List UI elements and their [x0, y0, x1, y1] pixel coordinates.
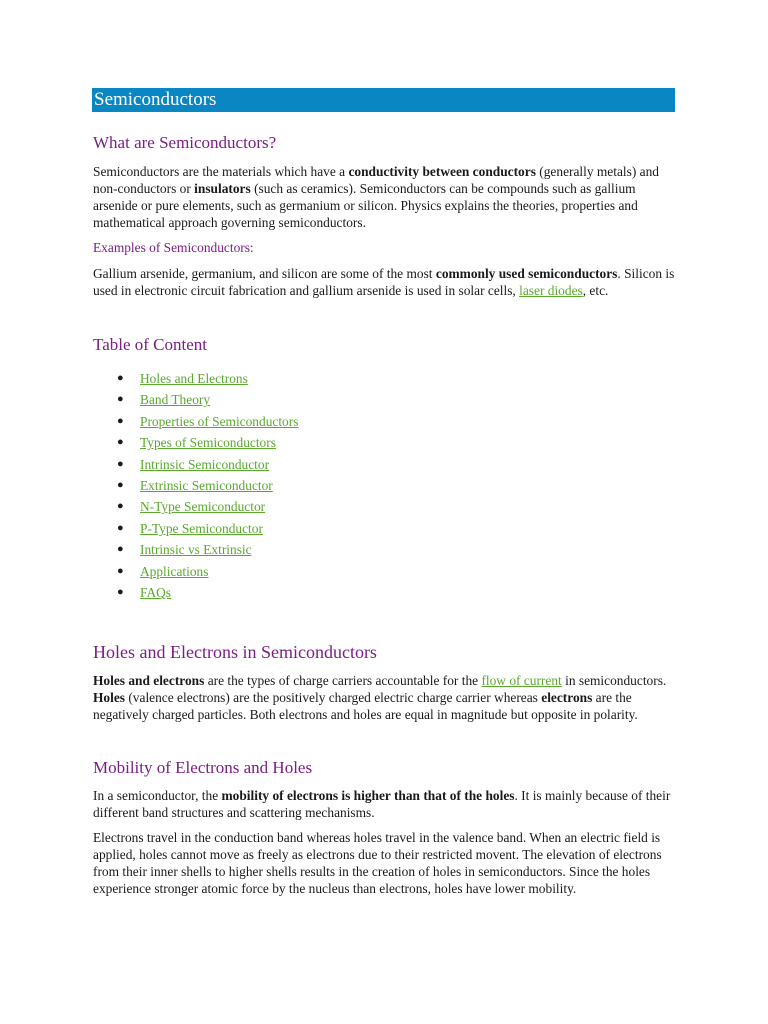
bullet-icon: ● — [117, 478, 124, 491]
toc-link-holes-and-electrons[interactable]: Holes and Electrons — [140, 371, 248, 386]
toc-item — [93, 520, 298, 541]
toc-link-faqs[interactable]: FAQs — [140, 584, 172, 600]
toc-item — [93, 477, 298, 498]
toc-link-applications[interactable]: Applications — [140, 563, 209, 579]
toc-link-intrinsic-semiconductor[interactable]: Intrinsic Semiconductor — [140, 456, 270, 472]
bullet-icon: ● — [117, 436, 124, 449]
bullet-icon: ● — [117, 521, 124, 534]
bullet-icon: ● — [117, 500, 124, 513]
toc-item — [93, 434, 298, 455]
toc-item — [93, 370, 298, 391]
toc-link-intrinsic-vs-extrinsic[interactable]: Intrinsic vs Extrinsic — [140, 542, 252, 558]
toc-link-n-type-semiconductor[interactable]: N-Type Semiconductor — [140, 499, 266, 515]
toc-link-p-type-semiconductor[interactable]: P-Type Semiconductor — [140, 520, 263, 536]
toc-item — [93, 456, 298, 477]
section-heading-mobility: Mobility of Electrons and Holes — [93, 758, 313, 777]
toc-item — [93, 413, 298, 434]
bullet-icon: ● — [117, 372, 124, 384]
laser-diodes-link[interactable]: laser diodes — [519, 283, 583, 298]
toc-link-band-theory[interactable]: Band Theory — [140, 392, 211, 408]
bullet-icon: ● — [117, 414, 124, 427]
toc-item — [93, 563, 298, 584]
toc-list — [93, 370, 298, 605]
toc-item — [93, 391, 298, 412]
toc-link-properties-of-semiconductors[interactable]: Properties of Semiconductors — [140, 413, 299, 429]
section-heading-what-are: What are Semiconductors? — [93, 133, 277, 152]
toc-link-extrinsic-semiconductor[interactable]: Extrinsic Semiconductor — [140, 477, 273, 493]
mobility-paragraph-2: Electrons travel in the conduction band whereas holes travel in the valence band. When an electric field is applied, holes cannot move as freely as electrons due to their restricted movent. The elevation of electrons from their inner shells to higher shells results in the creation of holes in semiconductors. Since the holes experience stronger atomic force by the nucleus than electrons, holes have lower mobility. — [93, 830, 662, 896]
page-title-banner: Semiconductors — [92, 88, 675, 112]
toc-item — [93, 541, 298, 562]
bullet-icon: ● — [117, 393, 124, 406]
examples-paragraph: Gallium arsenide, germanium, and silicon are some of the most commonly used semiconductors. Silicon is used in electronic circuit fabrication and gallium arsenide is used in solar cells, laser diodes, etc. — [93, 266, 675, 298]
bullet-icon: ● — [117, 585, 124, 598]
mobility-paragraph-1: In a semiconductor, the mobility of electrons is higher than that of the holes. It is mainly because of their different band structures and scattering mechanisms. — [93, 788, 671, 820]
toc-item — [93, 584, 298, 605]
toc-link-types-of-semiconductors[interactable]: Types of Semiconductors — [140, 435, 276, 451]
bullet-icon: ● — [117, 457, 124, 470]
section-heading-holes-electrons: Holes and Electrons in Semiconductors — [93, 642, 377, 662]
intro-paragraph: Semiconductors are the materials which have a conductivity between conductors (generally metals) and non-conductors or insulators (such as ceramics). Semiconductors can be compounds such as gallium arsenide or pure elements, such as germanium or silicon. Physics explains the theories, properties and mathematical approach governing semiconductors. — [93, 164, 659, 230]
bullet-icon: ● — [117, 543, 124, 556]
examples-subheading: Examples of Semiconductors: — [93, 240, 254, 255]
holes-paragraph: Holes and electrons are the types of charge carriers accountable for the flow of current in semiconductors. Holes (valence electrons) are the positively charged electric charge carrier whereas electrons are the negatively charged particles. Both electrons and holes are equal in magnitude but opposite in polarity. — [93, 673, 667, 722]
toc-heading: Table of Content — [93, 335, 208, 354]
flow-of-current-link[interactable]: flow of current — [481, 673, 562, 688]
toc-item — [93, 498, 298, 519]
bullet-icon: ● — [117, 564, 124, 577]
